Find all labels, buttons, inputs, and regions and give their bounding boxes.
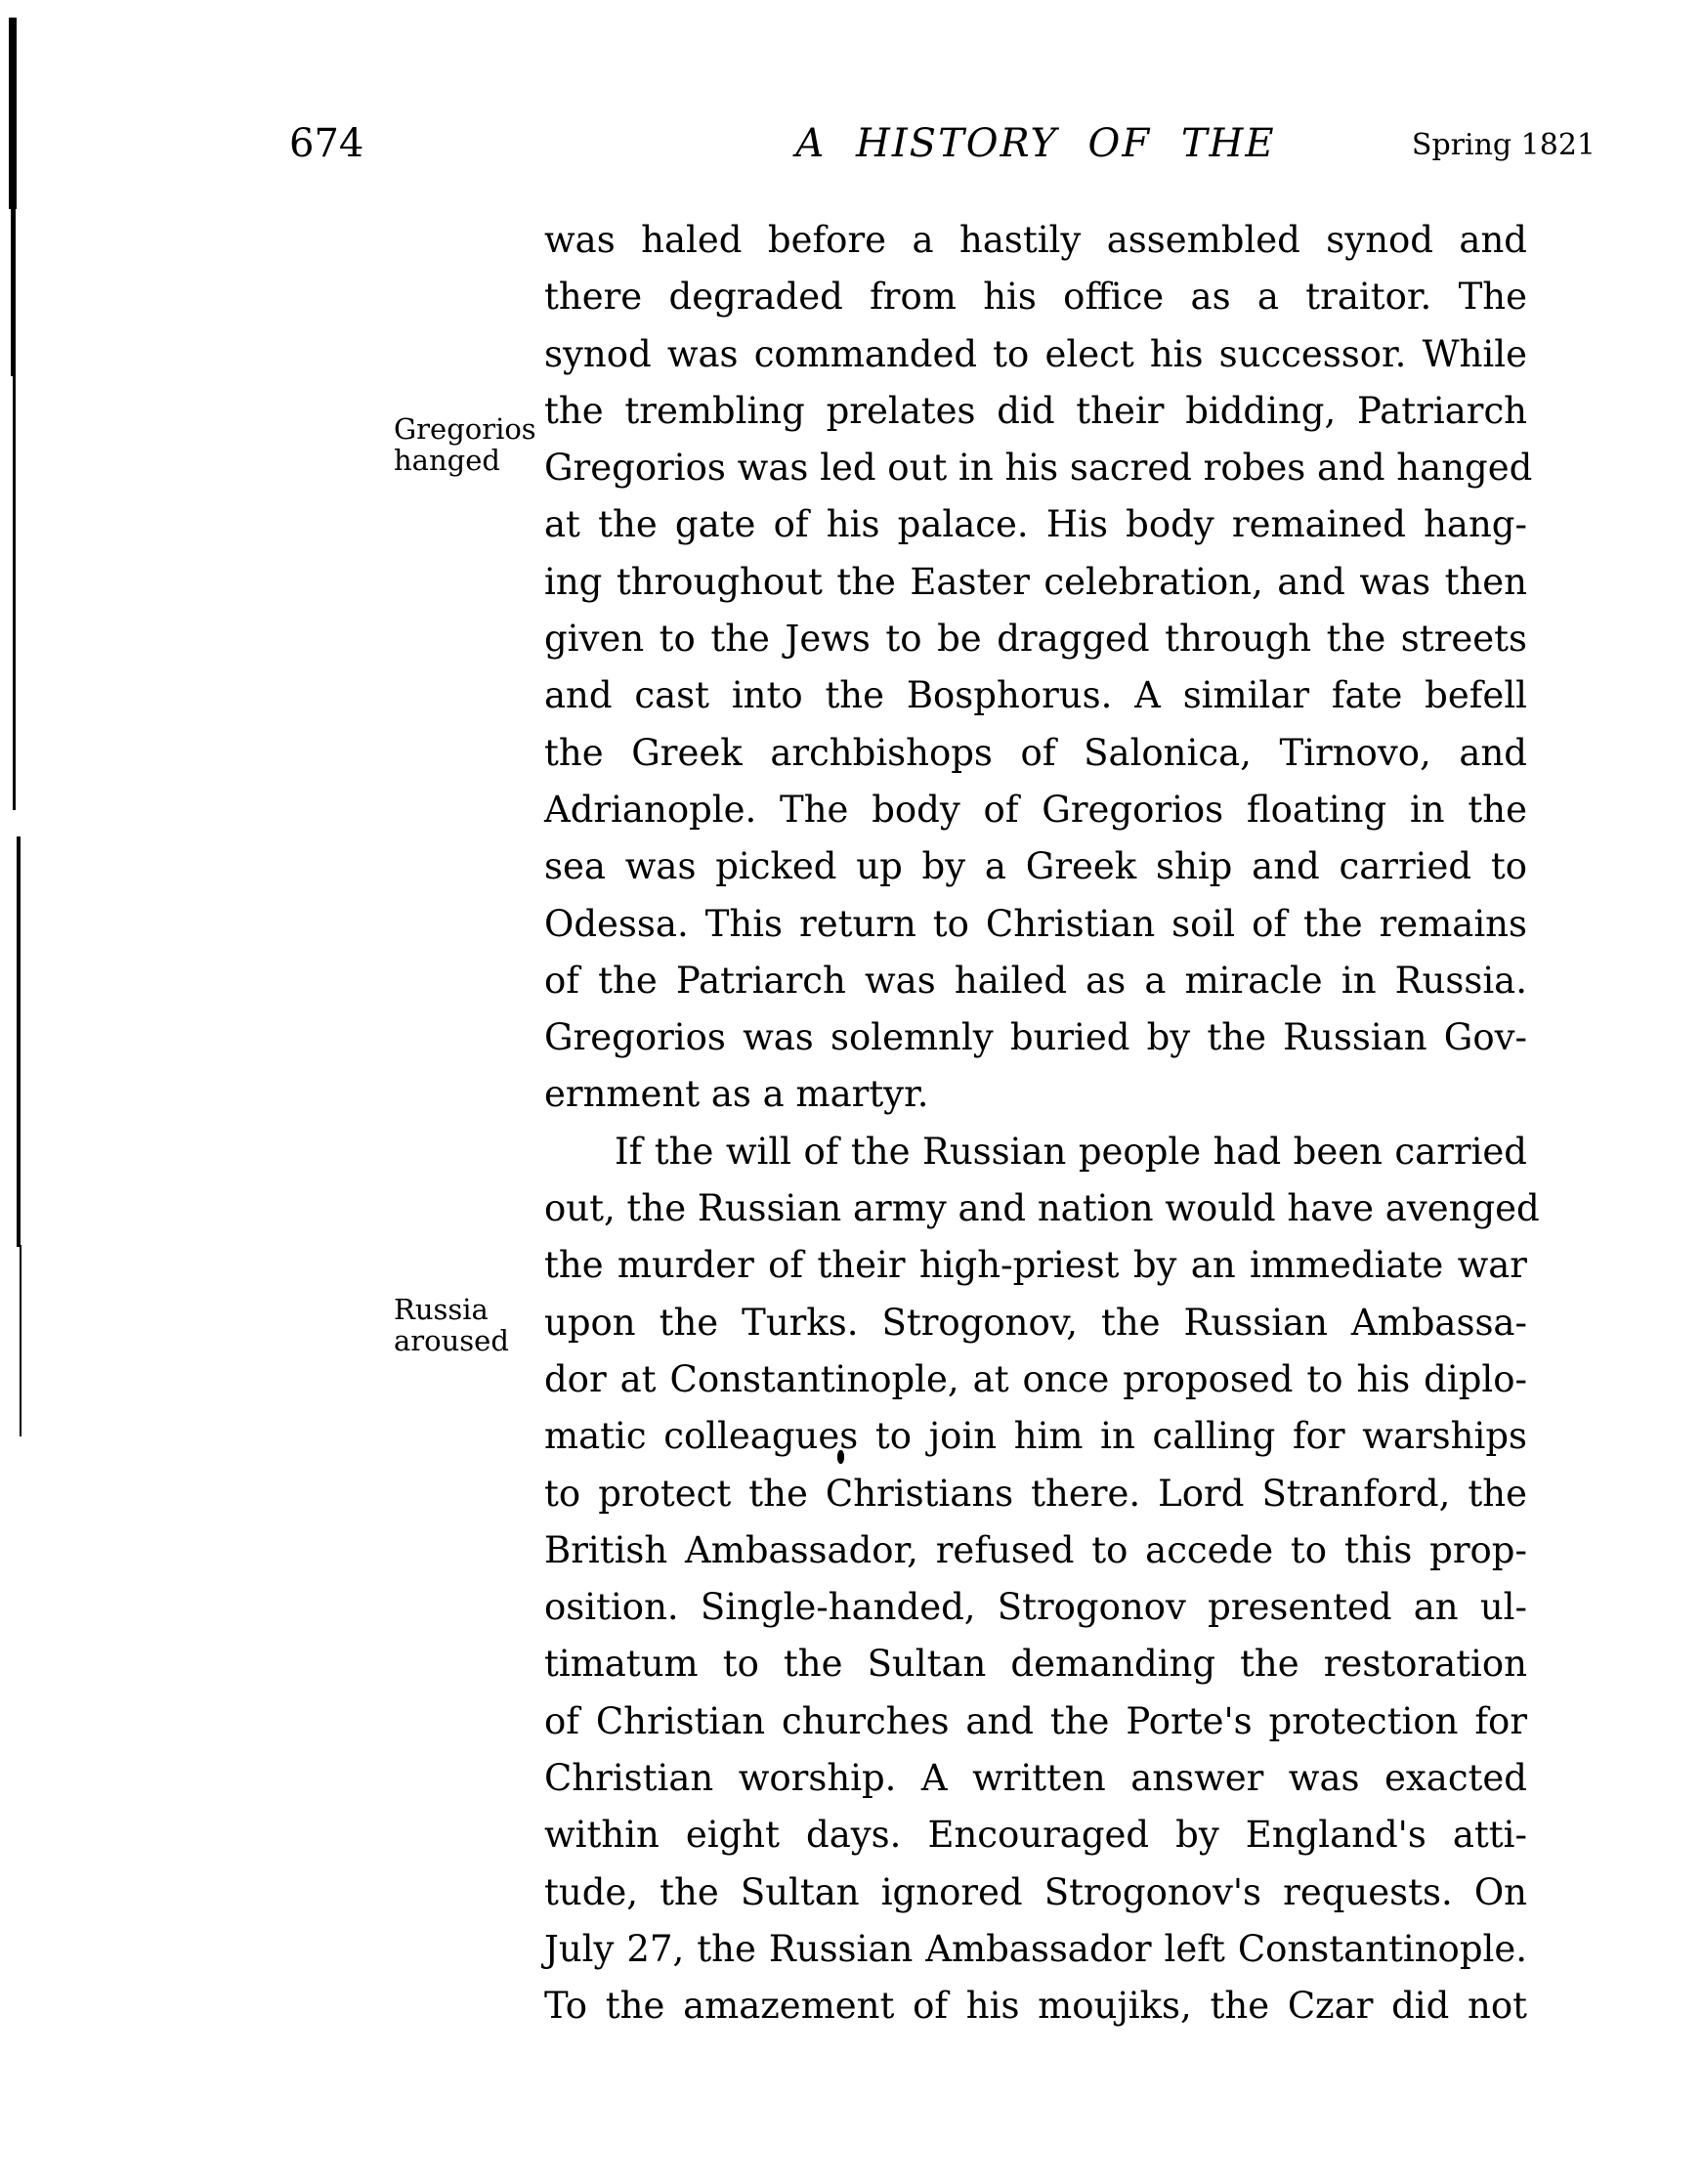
text-line: July 27, the Russian Ambassador left Constantinople.: [544, 1927, 1527, 1970]
margin-note-line: Gregorios: [394, 412, 536, 446]
text-line: the Greek archbishops of Salonica, Tirnovo, and: [544, 731, 1527, 774]
text-line: of Christian churches and the Porte's protection for: [544, 1699, 1527, 1742]
text-line: given to the Jews to be dragged through the streets: [544, 618, 1527, 661]
text-line: sea was picked up by a Greek ship and carried to: [544, 845, 1527, 888]
scan-artifact-line: [20, 1245, 21, 1436]
text-line: and cast into the Bosphorus. A similar fate befell: [544, 674, 1527, 717]
margin-note-line: hanged: [394, 444, 500, 477]
text-line: the trembling prelates did their bidding, Patriarch: [544, 389, 1527, 432]
scan-artifact-line: [17, 836, 21, 1247]
text-line: Gregorios was solemnly buried by the Russian Gov-: [544, 1016, 1527, 1059]
text-line: was haled before a hastily assembled synod and: [544, 219, 1527, 261]
text-line: at the gate of his palace. His body remained hang-: [544, 503, 1527, 546]
text-line: ing throughout the Easter celebration, and was then: [544, 560, 1527, 603]
text-line: ernment as a martyr.: [544, 1073, 929, 1116]
text-line: tude, the Sultan ignored Strogonov's requests. On: [544, 1870, 1527, 1913]
scan-artifact-line: [13, 374, 16, 810]
text-line: matic colleagues to join him in calling for warships: [544, 1415, 1527, 1458]
text-line: Odessa. This return to Christian soil of the remains: [544, 902, 1527, 945]
text-line: out, the Russian army and nation would have avenged: [544, 1187, 1540, 1230]
margin-note-gregorios-hanged: [394, 413, 560, 476]
running-title: A HISTORY OF THE: [795, 121, 1276, 166]
margin-note-russia-aroused: [394, 1294, 560, 1356]
text-line: Gregorios was led out in his sacred robes and hanged: [544, 447, 1533, 490]
text-line: of the Patriarch was hailed as a miracle in Russia.: [544, 959, 1527, 1002]
page-number: 674: [289, 121, 364, 166]
text-line: timatum to the Sultan demanding the restoration: [544, 1643, 1527, 1686]
text-line: British Ambassador, refused to accede to this prop-: [544, 1528, 1527, 1571]
text-line: within eight days. Encouraged by England's atti-: [544, 1814, 1527, 1857]
scan-artifact-line: [11, 205, 16, 376]
text-line: to protect the Christians there. Lord Stranford, the: [544, 1472, 1527, 1515]
margin-note-line: aroused: [394, 1324, 509, 1357]
text-line: dor at Constantinople, at once proposed to his diplo-: [544, 1357, 1527, 1400]
text-line: synod was commanded to elect his successor. While: [544, 332, 1527, 375]
text-line: If the will of the Russian people had been carried: [615, 1130, 1527, 1173]
text-line: osition. Single-handed, Strogonov presented an ul-: [544, 1586, 1527, 1629]
text-line: To the amazement of his moujiks, the Czar did not: [544, 1985, 1527, 2028]
text-line: the murder of their high-priest by an immediate war: [544, 1244, 1527, 1287]
scan-artifact-line: [9, 18, 17, 209]
text-line: Adrianople. The body of Gregorios floating in the: [544, 788, 1527, 831]
text-line: there degraded from his office as a traitor. The: [544, 276, 1527, 319]
date-header: Spring 1821: [1411, 128, 1596, 162]
text-block: [544, 212, 1540, 2035]
text-line: Christian worship. A written answer was exacted: [544, 1757, 1527, 1800]
margin-note-line: Russia: [394, 1293, 489, 1326]
text-line: upon the Turks. Strogonov, the Russian Ambassa-: [544, 1301, 1527, 1344]
